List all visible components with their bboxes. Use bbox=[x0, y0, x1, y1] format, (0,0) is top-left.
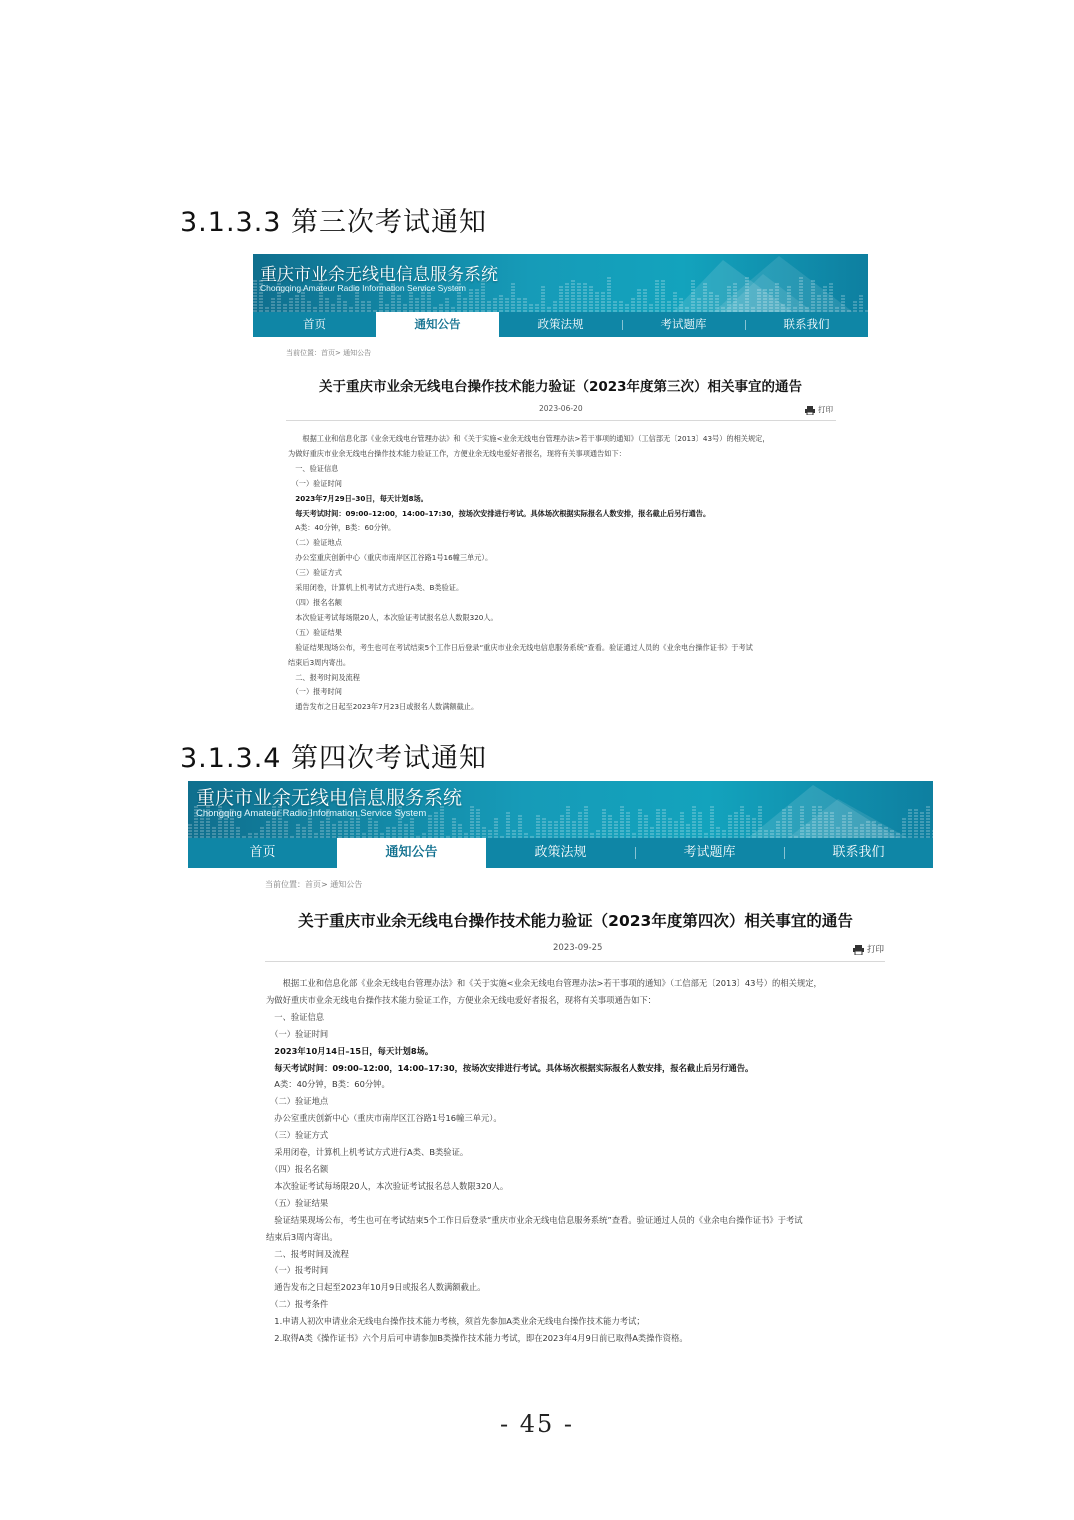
print-label: 打印 bbox=[867, 945, 885, 955]
nav-item-notices[interactable]: 通知公告 bbox=[337, 838, 486, 868]
article-title: 关于重庆市业余无线电台操作技术能力验证（2023年度第四次）相关事宜的通告 bbox=[298, 912, 853, 930]
article-line: 2023年7月29日–30日，每天计划8场。 bbox=[288, 493, 428, 503]
article-line: 根据工业和信息化部《业余无线电台管理办法》和《关于实施<业余无线电台管理办法>若干事项的通知》（工信部无〔2013〕43号）的相关规定， bbox=[288, 434, 770, 443]
article-line: 二、报考时间及流程 bbox=[266, 1248, 349, 1259]
article-line: 2023年10月14日–15日，每天计划8场。 bbox=[266, 1045, 434, 1056]
article-line: 通告发布之日起至2023年10月9日或报名人数满额截止。 bbox=[266, 1282, 486, 1293]
article-line: （一）报考时间 bbox=[288, 687, 342, 697]
nav-item-policies[interactable]: 政策法规 bbox=[534, 845, 587, 860]
article-line: 一、验证信息 bbox=[266, 1011, 325, 1022]
nav-item-question-bank[interactable]: 考试题库 bbox=[622, 312, 745, 337]
article-line: （三）验证方式 bbox=[266, 1130, 329, 1141]
article-line: 一、验证信息 bbox=[288, 463, 339, 473]
article-line: 本次验证考试每场限20人，本次验证考试报名总人数限320人。 bbox=[266, 1180, 509, 1191]
article-line: 二、报考时间及流程 bbox=[288, 672, 360, 682]
article-line: （四）报名名额 bbox=[288, 597, 342, 607]
nav-item-contact[interactable]: 联系我们 bbox=[784, 838, 933, 868]
article-line: 通告发布之日起至2023年7月23日或报名人数满额截止。 bbox=[288, 702, 479, 712]
print-button[interactable] bbox=[805, 404, 833, 415]
site-banner bbox=[253, 254, 868, 312]
article-line: 办公室重庆创新中心（重庆市南岸区江谷路1号16幢三单元）。 bbox=[266, 1113, 502, 1124]
breadcrumb: 当前位置：首页> 通知公告 bbox=[286, 349, 372, 357]
site-subtitle: Chongqing Amateur Radio Information Service System bbox=[196, 808, 427, 819]
print-button[interactable] bbox=[853, 943, 884, 955]
article-line: 每天考试时间：09:00–12:00，14:00–17:30，按场次安排进行考试。具体场次根据实际报名人数安排，报名截止后另行通告。 bbox=[266, 1062, 754, 1073]
printer-icon bbox=[853, 945, 864, 955]
article-line: 每天考试时间：09:00–12:00，14:00–17:30，按场次安排进行考试。具体场次根据实际报名人数安排，报名截止后另行通告。 bbox=[288, 508, 711, 518]
article-line: 为做好重庆市业余无线电台操作技术能力验证工作，方便业余无线电爱好者报名，现将有关事项通告如下： bbox=[288, 448, 626, 458]
article-line: （一）验证时间 bbox=[266, 1028, 329, 1039]
screenshot-third-exam-notice bbox=[253, 254, 868, 714]
article-line: 本次验证考试每场限20人，本次验证考试报名总人数限320人。 bbox=[288, 612, 498, 622]
main-nav bbox=[188, 838, 933, 868]
article-line: 验证结果现场公布，考生也可在考试结束5个工作日后登录“重庆市业余无线电信息服务系统”查看。验证通过人员的《业余电台操作证书》于考试 bbox=[288, 642, 753, 652]
article-line: 1.申请人初次申请业余无线电台操作技术能力考核，须首先参加A类业余无线电台操作技术能力考试； bbox=[266, 1316, 645, 1327]
article-line: 验证结果现场公布，考生也可在考试结束5个工作日后登录“重庆市业余无线电信息服务系统”查看。验证通过人员的《业余电台操作证书》于考试 bbox=[266, 1214, 803, 1225]
article-line: 2.取得A类《操作证书》六个月后可申请参加B类操作技术能力考试，即在2023年4月9日前已取得A类操作资格。 bbox=[266, 1333, 688, 1344]
article-line: 为做好重庆市业余无线电台操作技术能力验证工作，方便业余无线电爱好者报名，现将有关事项通告如下： bbox=[266, 994, 656, 1005]
article-line: （二）验证地点 bbox=[266, 1096, 329, 1107]
print-label: 打印 bbox=[818, 405, 833, 414]
article-date: 2023-06-20 bbox=[539, 404, 583, 413]
section-heading-3-1-3-4: 3.1.3.4 第四次考试通知 bbox=[180, 743, 488, 774]
breadcrumb: 当前位置：首页> 通知公告 bbox=[265, 880, 363, 889]
page-number: - 45 - bbox=[499, 1410, 574, 1438]
article-line: （三）验证方式 bbox=[288, 568, 342, 578]
article-line: A类：40分钟，B类：60分钟。 bbox=[288, 523, 396, 533]
article-line: （一）验证时间 bbox=[288, 478, 342, 488]
article-line: 结束后3周内寄出。 bbox=[266, 1231, 338, 1242]
nav-item-home[interactable]: 首页 bbox=[249, 845, 276, 860]
main-nav bbox=[253, 312, 868, 337]
article-line: （四）报名名额 bbox=[266, 1163, 329, 1174]
site-subtitle: Chongqing Amateur Radio Information Service System bbox=[260, 283, 466, 293]
nav-item-home[interactable]: 首页 bbox=[303, 317, 326, 331]
printer-icon bbox=[805, 406, 815, 415]
site-title: 重庆市业余无线电信息服务系统 bbox=[196, 787, 463, 809]
nav-item-notices[interactable]: 通知公告 bbox=[376, 312, 499, 337]
article-line: （二）验证地点 bbox=[288, 538, 342, 548]
article-line: 采用闭卷，计算机上机考试方式进行A类、B类验证。 bbox=[288, 583, 464, 593]
article-body bbox=[266, 975, 906, 1347]
article-line: 结束后3周内寄出。 bbox=[288, 657, 351, 667]
nav-item-policies[interactable]: 政策法规 bbox=[537, 317, 584, 331]
article-line: 根据工业和信息化部《业余无线电台管理办法》和《关于实施<业余无线电台管理办法>若干事项的通知》（工信部无〔2013〕43号）的相关规定， bbox=[266, 978, 822, 988]
article-line: （二）报考条件 bbox=[266, 1299, 329, 1310]
article-title: 关于重庆市业余无线电台操作技术能力验证（2023年度第三次）相关事宜的通告 bbox=[318, 379, 803, 395]
site-title: 重庆市业余无线电信息服务系统 bbox=[260, 265, 498, 285]
article-line: 办公室重庆创新中心（重庆市南岸区江谷路1号16幢三单元）。 bbox=[288, 553, 493, 563]
screenshot-fourth-exam-notice bbox=[188, 781, 933, 1346]
article-line: A类：40分钟，B类：60分钟。 bbox=[266, 1079, 390, 1090]
section-heading-3-1-3-3: 3.1.3.3 第三次考试通知 bbox=[180, 207, 488, 238]
article-line: （五）验证结果 bbox=[266, 1197, 329, 1208]
nav-item-contact[interactable]: 联系我们 bbox=[745, 312, 868, 337]
site-banner bbox=[188, 781, 933, 838]
article-body bbox=[288, 432, 848, 715]
title-divider bbox=[265, 961, 885, 962]
article-line: （一）报考时间 bbox=[266, 1265, 329, 1276]
article-date: 2023-09-25 bbox=[553, 943, 603, 953]
title-divider bbox=[286, 420, 836, 421]
article-line: 采用闭卷，计算机上机考试方式进行A类、B类验证。 bbox=[266, 1147, 469, 1158]
article-line: （五）验证结果 bbox=[288, 627, 342, 637]
nav-item-question-bank[interactable]: 考试题库 bbox=[635, 838, 784, 868]
